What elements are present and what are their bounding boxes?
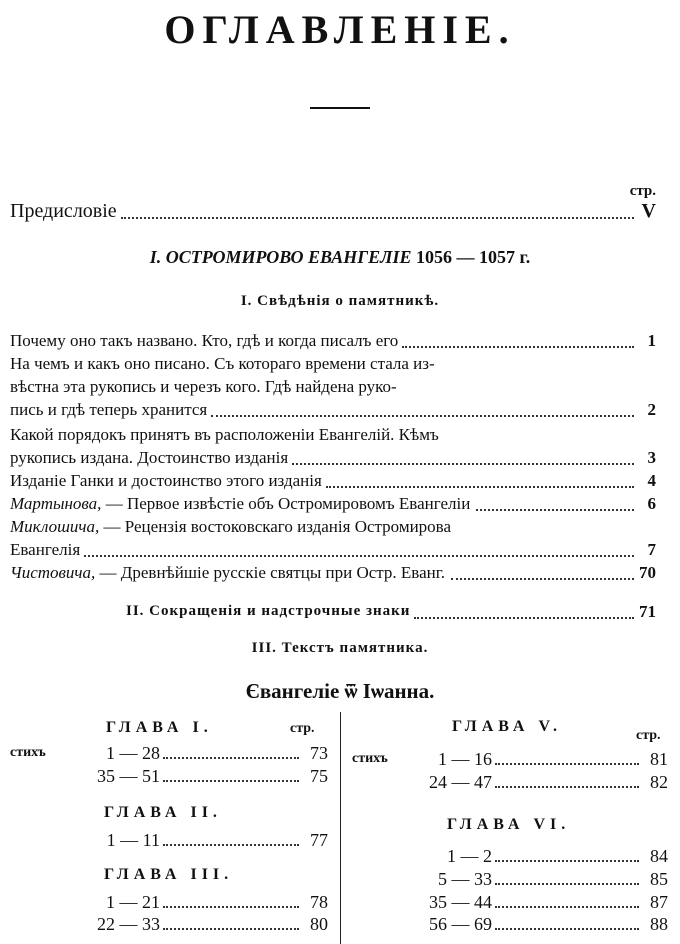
- toc-entry-label: Изданіе Ганки и достоинство этого изданія: [10, 471, 322, 490]
- verse-range: 35 — 51: [97, 766, 160, 786]
- toc-entry-label: — Рецензія востоковскаго изданія Остромирова: [103, 517, 452, 536]
- verse-row[interactable]: [10, 829, 328, 851]
- dot-leader: [121, 216, 634, 219]
- verse-range: 35 — 44: [429, 892, 492, 912]
- chapter-heading: ГЛАВА I.: [106, 719, 213, 736]
- verse-page: 78: [310, 892, 328, 912]
- verse-range: 24 — 47: [429, 772, 492, 792]
- chapter-heading: ГЛАВА V.: [452, 718, 562, 735]
- verse-row[interactable]: [352, 845, 668, 867]
- verse-page: 84: [650, 846, 668, 866]
- dot-leader: [163, 905, 299, 908]
- toc-entry-abbreviations[interactable]: [126, 600, 656, 623]
- toc-entry[interactable]: [10, 329, 656, 352]
- toc-entry[interactable]: [10, 446, 656, 469]
- toc-entry-page: 4: [647, 471, 656, 490]
- toc-entry-page: V: [641, 200, 656, 222]
- dot-leader: [495, 905, 639, 908]
- gospel-title: Євангеліе ѿ Іѡанна.: [245, 679, 435, 703]
- toc-entry[interactable]: [10, 561, 656, 584]
- verse-page: 81: [650, 749, 668, 769]
- toc-entry-label: пись и гдѣ теперь хранится: [10, 400, 208, 419]
- chapter-heading: ГЛАВА VI.: [447, 816, 571, 833]
- page-column-label: стр.: [629, 183, 656, 199]
- section-heading-text: III. Текстъ памятника.: [251, 640, 429, 656]
- toc-entry-label: — Древнѣйшіе русскіе святцы при Остр. Еванг.: [99, 563, 446, 582]
- toc-entry-page: 3: [647, 448, 656, 467]
- dot-leader: [495, 882, 639, 885]
- dot-leader: [163, 927, 299, 930]
- verse-range: 1 — 28: [106, 743, 160, 763]
- verse-row[interactable]: [352, 868, 668, 890]
- dot-leader: [495, 785, 639, 788]
- verse-range: 1 — 21: [106, 892, 160, 912]
- verse-row[interactable]: [352, 891, 668, 913]
- dot-leader: [495, 927, 639, 930]
- verse-range: 1 — 16: [438, 749, 492, 769]
- toc-entry-author: Миклошича,: [10, 517, 100, 536]
- verse-row[interactable]: [352, 748, 668, 770]
- toc-entry[interactable]: [10, 469, 656, 492]
- verse-range: 1 — 11: [106, 830, 160, 850]
- verse-row[interactable]: [10, 765, 328, 787]
- dot-leader: [163, 779, 299, 782]
- dot-leader: [402, 345, 634, 348]
- toc-entry-line: На чемъ и какъ оно писано. Съ котораго времени стала из-: [10, 354, 435, 373]
- page-column-label: стр.: [636, 728, 661, 743]
- toc-entry-line: [10, 515, 451, 538]
- toc-entry-label: Предисловіе: [10, 200, 117, 222]
- toc-entry[interactable]: [10, 398, 656, 421]
- part-name: I. ОСТРОМИРОВО ЕВАНГЕЛІЕ: [149, 247, 412, 267]
- toc-entry-label: Евангелія: [10, 540, 81, 559]
- toc-entry-label: — Первое извѣстіе объ Остромировомъ Евангеліи: [105, 494, 471, 513]
- verse-row[interactable]: [10, 742, 328, 764]
- page-title: ОГЛАВЛЕНІЕ.: [164, 7, 516, 52]
- column-divider: [340, 712, 341, 944]
- toc-entry-preface[interactable]: [10, 200, 656, 223]
- dot-leader: [476, 508, 634, 511]
- toc-entry-page: 6: [647, 494, 656, 513]
- verse-page: 82: [650, 772, 668, 792]
- verse-range: 22 — 33: [97, 914, 160, 934]
- toc-entry-page: 71: [639, 602, 656, 621]
- dot-leader: [495, 762, 639, 765]
- page-column-label: стр.: [290, 721, 315, 736]
- verse-page: 75: [310, 766, 328, 786]
- part-years: 1056 — 1057 г.: [416, 247, 531, 267]
- chapter-heading: ГЛАВА III.: [104, 866, 234, 883]
- dot-leader: [163, 843, 299, 846]
- dot-leader: [451, 577, 634, 580]
- chapter-heading: ГЛАВА II.: [104, 804, 222, 821]
- dot-leader: [326, 485, 634, 488]
- verse-range: 5 — 33: [438, 869, 492, 889]
- verse-label: стихъ: [352, 751, 388, 766]
- toc-entry-author: Мартынова,: [10, 494, 102, 513]
- verse-row[interactable]: [352, 771, 668, 793]
- toc-entry-label: II. Сокращенія и надстрочные знаки: [126, 603, 411, 619]
- toc-entry-label: рукопись издана. Достоинство изданія: [10, 448, 289, 467]
- part-heading: [0, 247, 680, 268]
- toc-entry-page: 70: [639, 563, 656, 582]
- dot-leader: [163, 756, 299, 759]
- toc-entry-line: Какой порядокъ принятъ въ расположеніи Евангелій. Кѣмъ: [10, 425, 439, 444]
- dot-leader: [414, 616, 634, 619]
- verse-label: стихъ: [10, 745, 46, 760]
- verse-page: 73: [310, 743, 328, 763]
- section-heading-info: I. Свѣдѣнія о памятникѣ.: [240, 293, 440, 309]
- toc-entry-page: 2: [647, 400, 656, 419]
- verse-row[interactable]: [10, 913, 328, 935]
- toc-entry[interactable]: [10, 492, 656, 515]
- verse-page: 88: [650, 914, 668, 934]
- dot-leader: [84, 554, 634, 557]
- dot-leader: [292, 462, 634, 465]
- toc-entry-page: 1: [647, 331, 656, 350]
- toc-entry-line: вѣстна эта рукопись и черезъ кого. Гдѣ найдена руко-: [10, 377, 397, 396]
- verse-page: 77: [310, 830, 328, 850]
- verse-row[interactable]: [352, 913, 668, 935]
- verse-page: 85: [650, 869, 668, 889]
- toc-entry-page: 7: [647, 540, 656, 559]
- toc-entry-author: Чистовича,: [10, 563, 96, 582]
- verse-range: 56 — 69: [429, 914, 492, 934]
- verse-range: 1 — 2: [447, 846, 492, 866]
- verse-row[interactable]: [10, 891, 328, 913]
- toc-entry-label: Почему оно такъ названо. Кто, гдѣ и когда писалъ его: [10, 331, 399, 350]
- dot-leader: [211, 414, 634, 417]
- verse-page: 80: [310, 914, 328, 934]
- dot-leader: [495, 859, 639, 862]
- title-divider: [310, 107, 370, 109]
- toc-entry[interactable]: [10, 538, 656, 561]
- verse-page: 87: [650, 892, 668, 912]
